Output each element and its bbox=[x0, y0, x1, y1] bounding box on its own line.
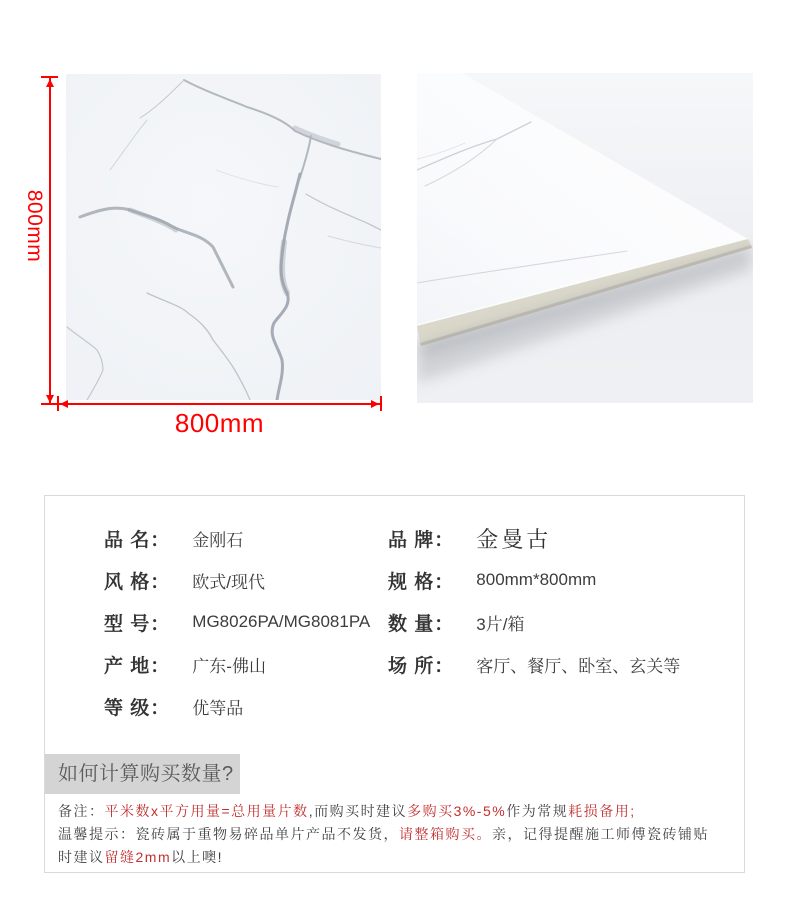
spec-label: 产 地： bbox=[104, 655, 171, 677]
spec-value: 金刚石 bbox=[192, 530, 244, 550]
note-segment-highlight: 请整箱购买。 bbox=[399, 826, 492, 842]
height-dimension-line bbox=[49, 77, 51, 405]
width-dimension-line bbox=[58, 403, 381, 405]
arrow-up-icon bbox=[46, 79, 54, 87]
spec-label: 品 牌： bbox=[388, 529, 455, 551]
note-segment: 时建议 bbox=[58, 849, 105, 865]
spec-label: 品 名： bbox=[104, 529, 171, 551]
spec-label: 数 量： bbox=[388, 613, 455, 635]
spec-row-name bbox=[104, 517, 384, 559]
spec-row-style bbox=[104, 559, 384, 601]
spec-value: 800mm*800mm bbox=[476, 570, 597, 589]
note-segment: 以上噢! bbox=[171, 849, 224, 865]
note-segment: ,而购买时建议 bbox=[308, 803, 408, 819]
spec-label: 场 所： bbox=[388, 655, 455, 677]
spec-label: 规 格： bbox=[388, 571, 455, 593]
spec-label: 等 级： bbox=[104, 697, 171, 719]
arrow-left-icon bbox=[60, 400, 68, 408]
spec-card bbox=[44, 495, 745, 873]
height-dimension-top-cap bbox=[41, 76, 58, 78]
spec-row-model bbox=[104, 601, 384, 643]
spec-value: 欧式/现代 bbox=[192, 572, 266, 592]
note-segment-highlight: 耗损备用; bbox=[568, 803, 636, 819]
tile-front-image bbox=[66, 74, 381, 400]
spec-row-quantity bbox=[388, 601, 728, 643]
spec-column-right bbox=[388, 517, 728, 685]
note-segment: 备注： bbox=[58, 803, 105, 819]
tile-edge-photo bbox=[417, 73, 753, 403]
spec-value: MG8026PA/MG8081PA bbox=[192, 612, 371, 631]
spec-column-left bbox=[104, 517, 384, 727]
spec-label: 型 号： bbox=[104, 613, 171, 635]
spec-value: 客厅、餐厅、卧室、玄关等 bbox=[476, 656, 681, 676]
spec-row-grade bbox=[104, 685, 384, 727]
height-dimension-bottom-cap bbox=[41, 403, 58, 405]
note-segment-highlight: 多购买3%-5% bbox=[407, 803, 507, 819]
note-line-remark bbox=[58, 800, 738, 823]
arrow-down-icon bbox=[46, 395, 54, 403]
spec-row-origin bbox=[104, 643, 384, 685]
note-line-gap bbox=[58, 846, 738, 869]
spec-row-usage-place bbox=[388, 643, 728, 685]
purchase-notes bbox=[58, 800, 738, 869]
note-segment: 作为常规 bbox=[506, 803, 569, 819]
note-segment: 亲，记得提醒施工师傅瓷砖铺贴 bbox=[492, 826, 709, 842]
spec-value: 优等品 bbox=[192, 698, 244, 718]
height-dimension-label: 800mm bbox=[23, 189, 46, 263]
arrow-right-icon bbox=[371, 400, 379, 408]
spec-value: 广东-佛山 bbox=[192, 656, 266, 676]
note-segment: 温馨提示：瓷砖属于重物易碎品单片产品不发货， bbox=[58, 826, 399, 842]
tile-edge-image bbox=[417, 73, 753, 403]
spec-label: 风 格： bbox=[104, 571, 171, 593]
spec-row-brand bbox=[388, 517, 728, 559]
note-segment-highlight: 留缝2mm bbox=[104, 849, 172, 865]
note-segment-highlight: 平米数x平方用量=总用量片数 bbox=[104, 803, 309, 819]
spec-value-brand: 金曼古 bbox=[476, 527, 552, 553]
spec-value: 3片/箱 bbox=[476, 614, 525, 634]
tile-front-figure bbox=[66, 74, 381, 400]
spec-row-size bbox=[388, 559, 728, 601]
how-to-calculate-header: 如何计算购买数量? bbox=[45, 754, 240, 794]
note-line-tip bbox=[58, 823, 738, 846]
width-dimension-label: 800mm bbox=[174, 408, 265, 438]
